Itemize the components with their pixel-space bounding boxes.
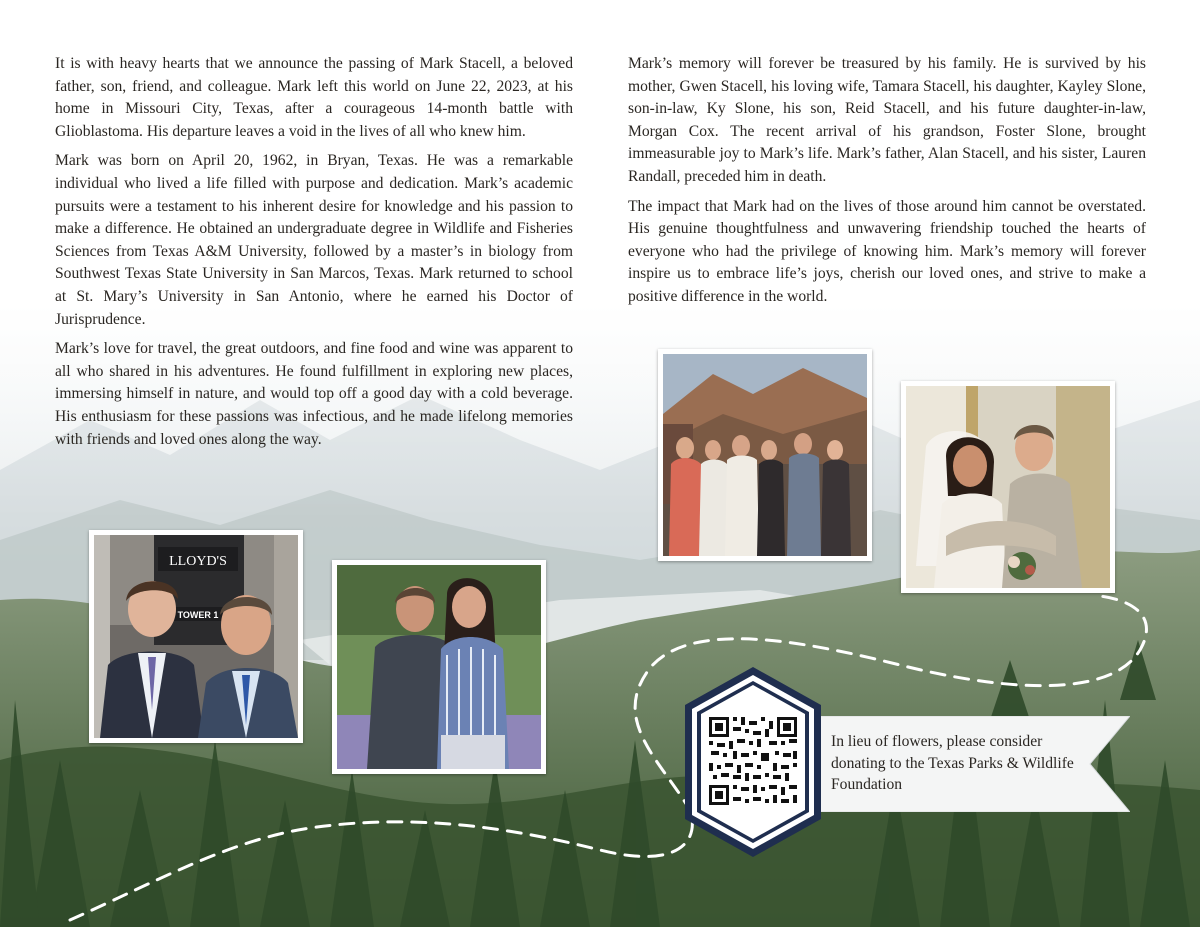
obituary-left-column [55, 53, 573, 458]
paragraph-early-life: Mark was born on April 20, 1962, in Bryan, Texas. He was a remarkable individual who lived a life filled with purpose and dedication. Mark’s academic pursuits were a testament to his inherent desire for knowledge and his passion to make a difference. He obtained an undergraduate degree in Wildlife and Fisheries Sciences from Texas A&M University, followed by a master’s in biology from Southwest Texas State University in San Marcos, Texas. Mark returned to school at St. Mary’s University in San Antonio, where he earned his Doctor of Jurisprudence. [55, 152, 573, 328]
donation-text: In lieu of flowers, please consider donating to the Texas Parks & Wildlife Foundation [831, 733, 1074, 793]
photo-wedding-embrace [901, 381, 1115, 593]
photo-family-mountains [658, 349, 872, 561]
paragraph-announcement: It is with heavy hearts that we announce the passing of Mark Stacell, a beloved father, son, friend, and colleague. Mark left this world on June 22, 2023, at his home in Missouri City, Texas, after a courageous 14-month battle with Glioblastoma. His departure leaves a void in the lives of all who knew him. [55, 55, 573, 140]
photo-father-son-lloyds [89, 530, 303, 743]
photo-couple-lavender [332, 560, 546, 774]
paragraph-legacy: The impact that Mark had on the lives of those around him cannot be overstated. His genuine thoughtfulness and unwavering friendship touched the hearts of everyone who had the privilege of knowing him. Mark’s memory will forever inspire us to embrace life’s joys, cherish our loved ones, and strive to make a positive difference in the world. [628, 197, 1146, 305]
tower-sign-text: TOWER 1 [177, 610, 219, 620]
obituary-right-column [628, 53, 1146, 316]
qr-code-badge[interactable] [683, 665, 823, 859]
lloyds-sign-text: LLOYD'S [169, 554, 227, 569]
paragraph-family: Mark’s memory will forever be treasured by his family. He is survived by his mother, Gwen Stacell, his loving wife, Tamara Stacell, his daughter, Kayley Slone, son-in-law, Ky Slone, his son, Reid Stacell, and his future daughter-in-law, Morgan Cox. The recent arrival of his grandson, Foster Slone, brought immeasurable joy to Mark’s life. Mark’s father, Alan Stacell, and his sister, Lauren Randall, preceded him in death. [628, 55, 1146, 185]
qr-code-icon[interactable] [707, 715, 799, 807]
paragraph-passions: Mark’s love for travel, the great outdoors, and fine food and wine was apparent to all who shared in his adventures. He found fulfillment in exploring new places, immersing himself in nature, and would top off a good day with a cold beverage. His enthusiasm for these passions was infectious, and he made lifelong memories with friends and loved ones along the way. [55, 340, 573, 448]
